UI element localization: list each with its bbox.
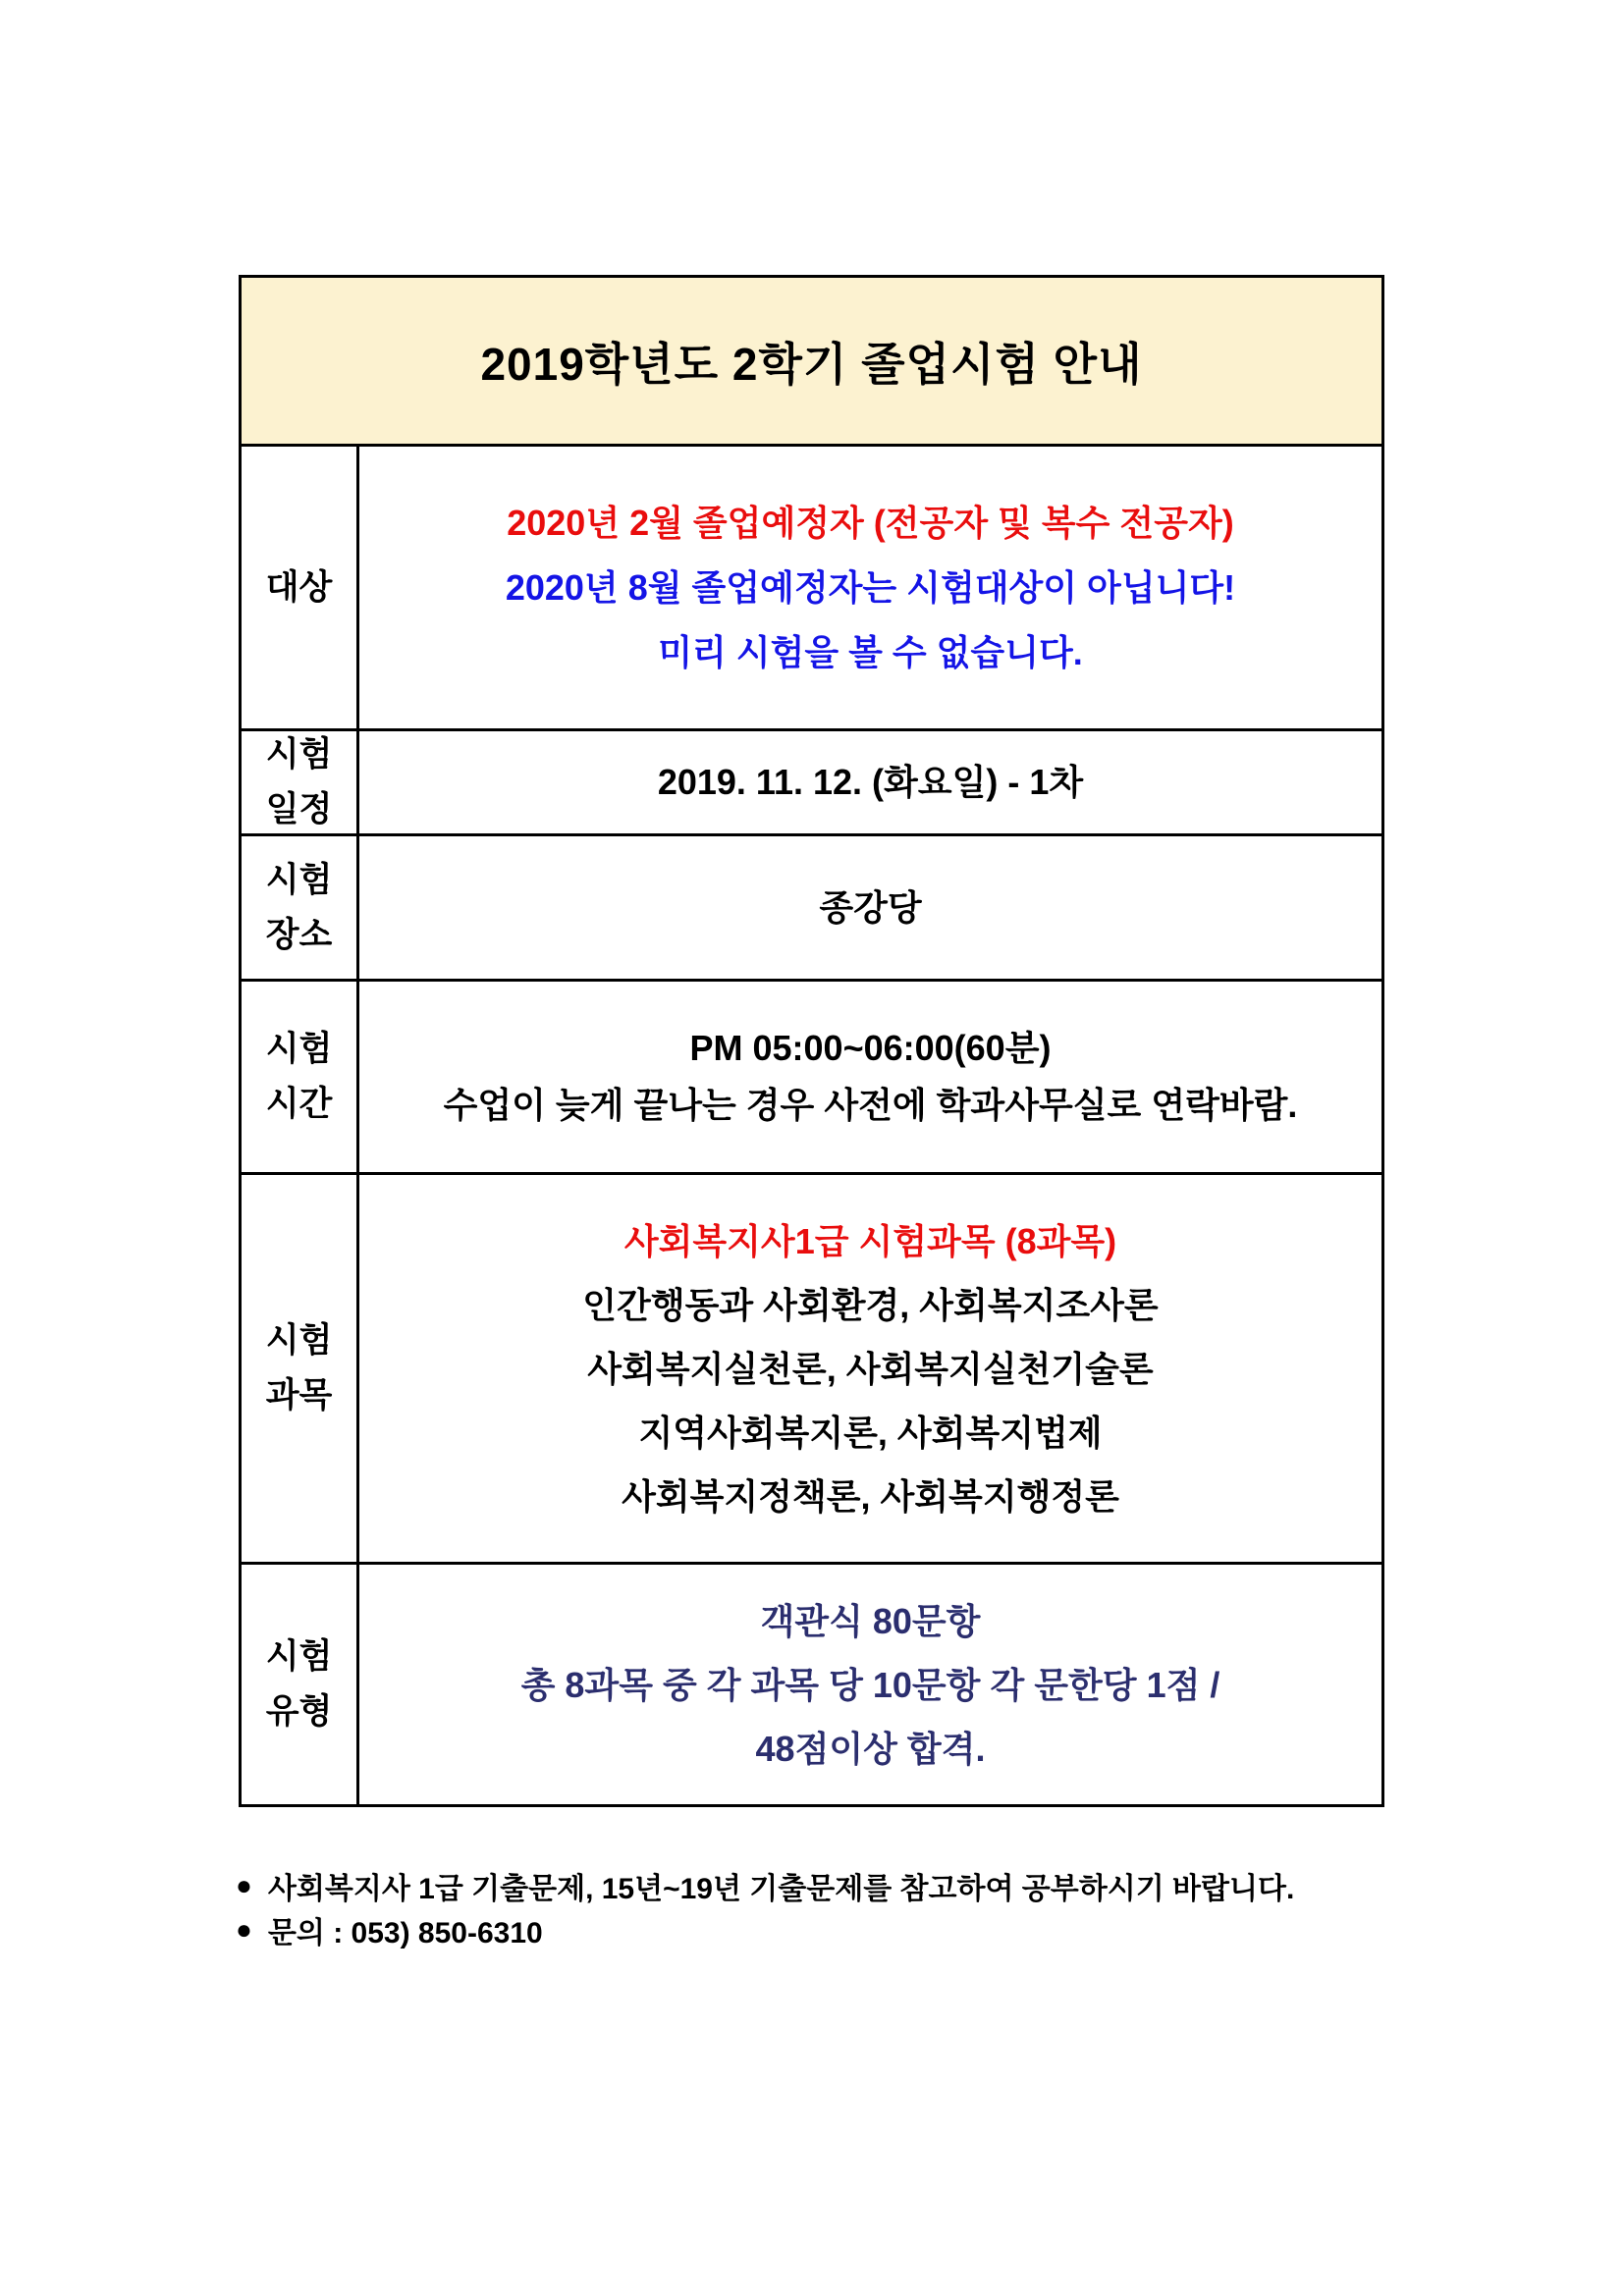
subjects-line-3: 지역사회복지론, 사회복지법제 [638, 1412, 1103, 1453]
row-label-exam-subjects [242, 1175, 359, 1562]
exam-type-line-3: 48점이상 합격. [755, 1728, 986, 1769]
row-content-exam-place [359, 836, 1381, 979]
subjects-line-1: 인간행동과 사회환경, 사회복지조사론 [582, 1284, 1159, 1325]
row-label-text: 과목 [265, 1376, 333, 1415]
row-label-text: 시험 [265, 1321, 333, 1360]
footer-note-text: 문의 : 053) 850-6310 [267, 1916, 543, 1949]
target-line-2: 2020년 8월 졸업예정자는 시험대상이 아닙니다! [505, 566, 1236, 608]
table-row-exam-date [242, 728, 1381, 833]
exam-time-line-2: 수업이 늦게 끝나는 경우 사전에 학과사무실로 연락바람. [443, 1085, 1298, 1125]
row-content-exam-date [359, 731, 1381, 833]
row-label-text: 시험 [265, 735, 333, 774]
target-line-1: 2020년 2월 졸업예정자 (전공자 및 복수 전공자) [507, 502, 1234, 543]
row-label-text: 시험 [265, 1637, 333, 1676]
exam-notice-table [239, 275, 1384, 1807]
row-label-text: 대상 [265, 567, 333, 607]
footer-notes [236, 1863, 1294, 1951]
row-content-exam-time [359, 982, 1381, 1172]
page-title: 2019학년도 2학기 졸업시험 안내 [480, 338, 1143, 390]
footer-note-contact [236, 1907, 1294, 1951]
row-label-exam-date [242, 731, 359, 833]
row-content-exam-subjects [359, 1175, 1381, 1562]
row-label-exam-type [242, 1565, 359, 1804]
subjects-heading: 사회복지사1급 시험과목 (8과목) [623, 1220, 1117, 1261]
row-label-text: 시험 [265, 1030, 333, 1068]
exam-type-line-2: 총 8과목 중 각 과목 당 10문항 각 문한당 1점 / [520, 1664, 1220, 1705]
exam-time-line-1: PM 05:00~06:00(60분) [689, 1028, 1052, 1068]
row-content-exam-type [359, 1565, 1381, 1804]
row-label-text: 유형 [265, 1692, 333, 1731]
table-row-exam-place [242, 833, 1381, 979]
table-row-exam-subjects [242, 1172, 1381, 1562]
footer-note-study [236, 1863, 1294, 1907]
exam-type-line-1: 객관식 80문항 [760, 1600, 981, 1641]
bullet-icon: ● [236, 1913, 252, 1945]
row-label-text: 시험 [265, 860, 333, 899]
row-label-text: 시간 [265, 1085, 333, 1123]
table-row-target [242, 444, 1381, 728]
target-line-3: 미리 시험을 볼 수 없습니다. [658, 631, 1083, 672]
row-label-target [242, 447, 359, 728]
subjects-line-4: 사회복지정책론, 사회복지행정론 [622, 1475, 1119, 1517]
table-row-exam-time [242, 979, 1381, 1172]
row-label-exam-time [242, 982, 359, 1172]
exam-place-line: 종강당 [819, 886, 922, 928]
table-row-exam-type [242, 1562, 1381, 1804]
row-label-text: 장소 [265, 915, 333, 954]
row-label-exam-place [242, 836, 359, 979]
row-content-target [359, 447, 1381, 728]
subjects-line-2: 사회복지실천론, 사회복지실천기술론 [587, 1348, 1154, 1389]
bullet-icon: ● [236, 1869, 252, 1900]
footer-note-text: 사회복지사 1급 기출문제, 15년~19년 기출문제를 참고하여 공부하시기 바랍니다. [267, 1872, 1295, 1905]
row-label-text: 일정 [265, 790, 333, 828]
exam-date-line: 2019. 11. 12. (화요일) - 1차 [657, 762, 1084, 802]
table-header-row [242, 278, 1381, 444]
